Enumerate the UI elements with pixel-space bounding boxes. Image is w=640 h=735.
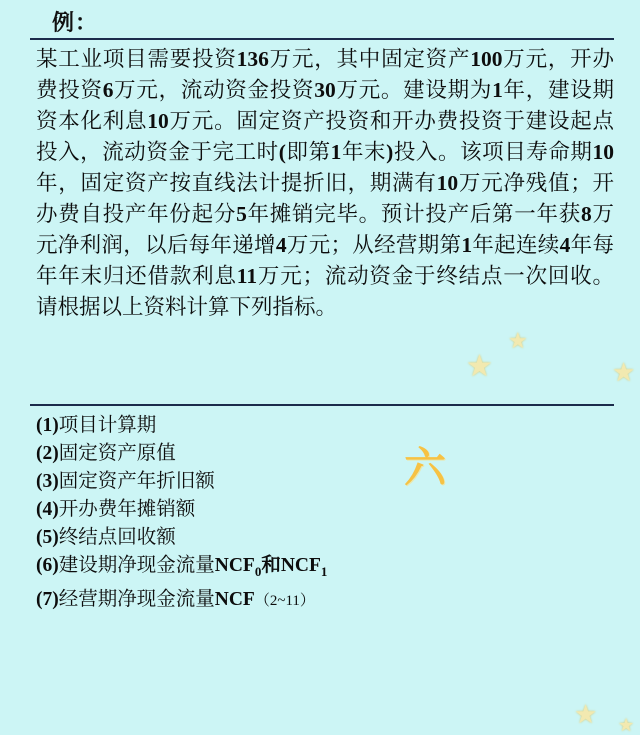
list-item	[36, 524, 596, 552]
star-icon: ★	[574, 700, 598, 729]
star-icon: ★	[508, 328, 528, 353]
item-number: (2)	[36, 443, 59, 464]
item-number: (1)	[36, 415, 59, 436]
decorative-character: 六	[404, 443, 447, 492]
problem-statement: 某工业项目需要投资136万元，其中固定资产100万元，开办费投资6万元，流动资金投资30万元。建设期为1年，建设期资本化利息10万元。固定资产投资和开办费投资于建设起点投入，流动资金于完工时(即第1年末)投入。该项目寿命期10年，固定资产按直线法计提折旧，期满有10万元净残值；开办费自投产年份起分5年摊销完毕。预计投产后第一年获8万元净利润，以后每年递增4万元；从经营期第1年起连续4年每年年末归还借款利息11万元；流动资金于终结点一次回收。请根据以上资料计算下列指标。	[36, 47, 614, 319]
list-item	[36, 468, 596, 496]
item-number: (6)	[36, 555, 59, 576]
item-text: 固定资产原值	[58, 443, 176, 464]
item-text: 固定资产年折旧额	[58, 471, 215, 492]
item-text: 经营期净现金流量NCF（2~11）	[58, 588, 315, 610]
star-icon: ★	[618, 715, 635, 735]
list-item	[36, 440, 596, 468]
item-number: (5)	[36, 527, 59, 548]
star-icon: ★	[466, 350, 493, 383]
star-icon: ★	[612, 358, 636, 387]
divider-top	[30, 38, 614, 40]
example-label: 例：	[52, 10, 99, 35]
item-number: (7)	[36, 588, 59, 610]
list-item	[36, 552, 596, 586]
item-number: (3)	[36, 471, 59, 492]
question-list	[36, 412, 596, 615]
item-text: 开办费年摊销额	[58, 499, 196, 520]
list-item	[36, 496, 596, 524]
list-item	[36, 412, 596, 440]
list-item	[36, 586, 596, 615]
divider-bottom	[30, 404, 614, 406]
item-number: (4)	[36, 499, 59, 520]
item-text: 建设期净现金流量$NCF_0$和$NCF_1$	[58, 555, 328, 579]
item-text: 终结点回收额	[58, 527, 176, 548]
item-text: 项目计算期	[58, 415, 157, 436]
